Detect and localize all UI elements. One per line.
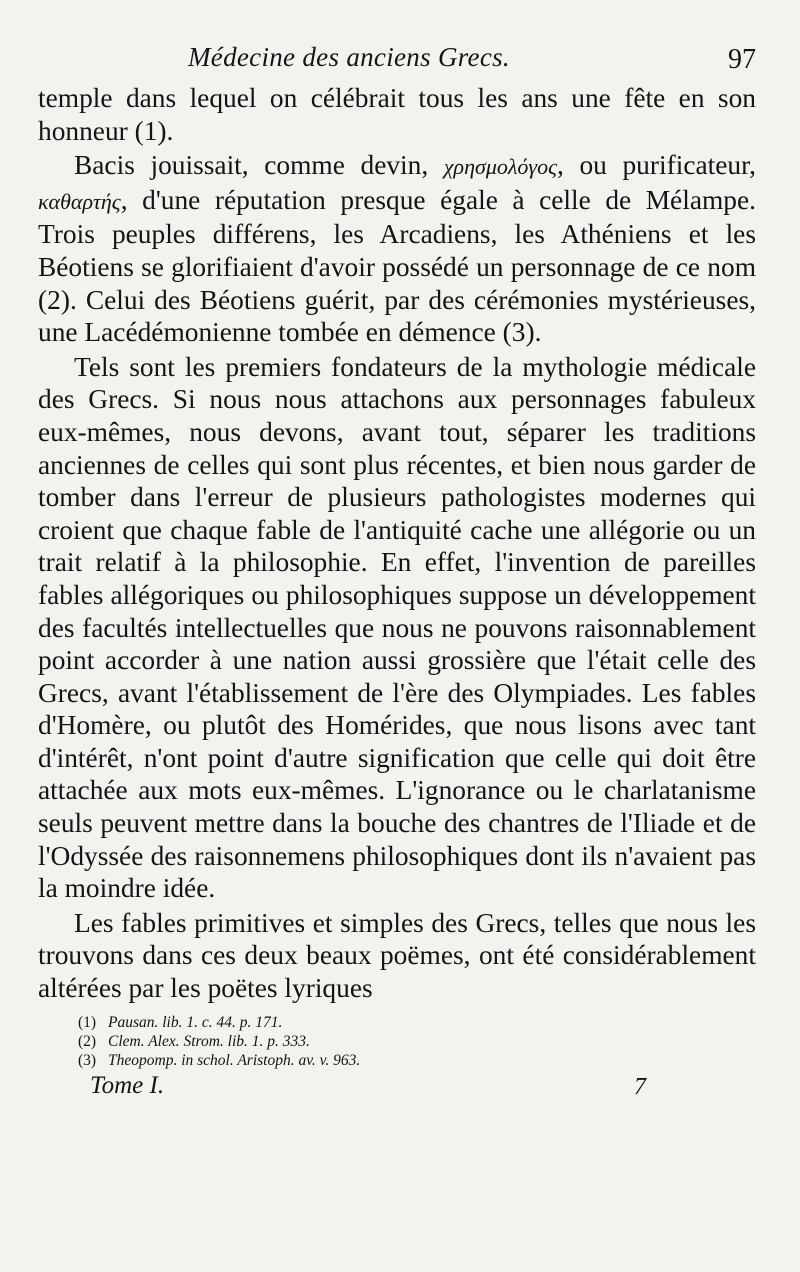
page-footer bbox=[38, 1072, 756, 1112]
page-number: 97 bbox=[728, 44, 756, 75]
paragraph bbox=[38, 907, 756, 1005]
text-run: Les fables primitives et simples des Grecs, telles que nous les trouvons dans ces deux beaux poëmes, ont été considérablement altérées par les poëtes lyriques bbox=[38, 907, 756, 1004]
running-title: Médecine des anciens Grecs. bbox=[188, 42, 510, 72]
text-run: , ou purificateur, bbox=[557, 150, 756, 181]
paragraph bbox=[38, 351, 756, 905]
text-run: , d'une réputation presque égale à celle de Mélampe. Trois peuples différens, les Arcadiens, les Athéniens et les Béotiens se glorifiaient d'avoir possédé un personnage de ce nom (2). Celui des Béotiens guérit, par des cérémonies mystérieuses, une Lacédémonienne tombée en démence (3). bbox=[38, 184, 756, 348]
footnote-mark: (2) bbox=[78, 1032, 97, 1050]
body-text bbox=[38, 82, 756, 1005]
footnote bbox=[78, 1051, 756, 1070]
footnote bbox=[78, 1013, 756, 1032]
greek-term: καθαρτής bbox=[38, 188, 121, 214]
text-run: Tels sont les premiers fondateurs de la mythologie médicale des Grecs. Si nous nous attachons aux personnages fabuleux eux-mêmes, nous devons, avant tout, séparer les traditions anciennes de celles qui sont plus récentes, et bien nous garder de tomber dans l'erreur de plusieurs pathologistes modernes qui croient que chaque fable de l'antiquité cache une allégorie ou un trait relatif à la philosophie. En effet, l'invention de pareilles fables allégoriques ou philosophiques suppose un développement des facultés intellectuelles que nous ne pouvons raisonnablement point accorder à une nation aussi grossière que l'était celle des Grecs, avant l'établissement de l'ère des Olympiades. Les fables d'Homère, ou plutôt des Homérides, que nous lisons avec tant d'intérêt, n'ont point d'autre signification que celle qui doit être attachée aux mots eux-mêmes. L'ignorance ou le charlatanisme seuls peuvent mettre dans la bouche des chantres de l'Iliade et de l'Odyssée des raisonnemens philosophiques dont ils n'avaient pas la moindre idée. bbox=[38, 351, 756, 904]
volume-label: Tome I. bbox=[90, 1071, 165, 1099]
footnote bbox=[78, 1032, 756, 1051]
footnote-text: Pausan. lib. 1. c. 44. p. 171. bbox=[108, 1013, 283, 1031]
text-run: temple dans lequel on célébrait tous les ans une fête en son honneur (1). bbox=[38, 83, 756, 146]
text-run: Bacis jouissait, comme devin, bbox=[74, 150, 444, 181]
paragraph bbox=[38, 149, 756, 349]
paragraph bbox=[38, 82, 756, 147]
footnotes bbox=[38, 1013, 756, 1070]
signature-mark: 7 bbox=[634, 1073, 646, 1100]
page-header bbox=[38, 38, 756, 82]
footnote-mark: (1) bbox=[78, 1013, 97, 1031]
greek-term: χρησμολόγος bbox=[443, 154, 557, 180]
footnote-text: Theopomp. in schol. Aristoph. av. v. 963. bbox=[108, 1051, 361, 1069]
footnote-mark: (3) bbox=[78, 1051, 97, 1069]
footnote-text: Clem. Alex. Strom. lib. 1. p. 333. bbox=[108, 1032, 310, 1050]
